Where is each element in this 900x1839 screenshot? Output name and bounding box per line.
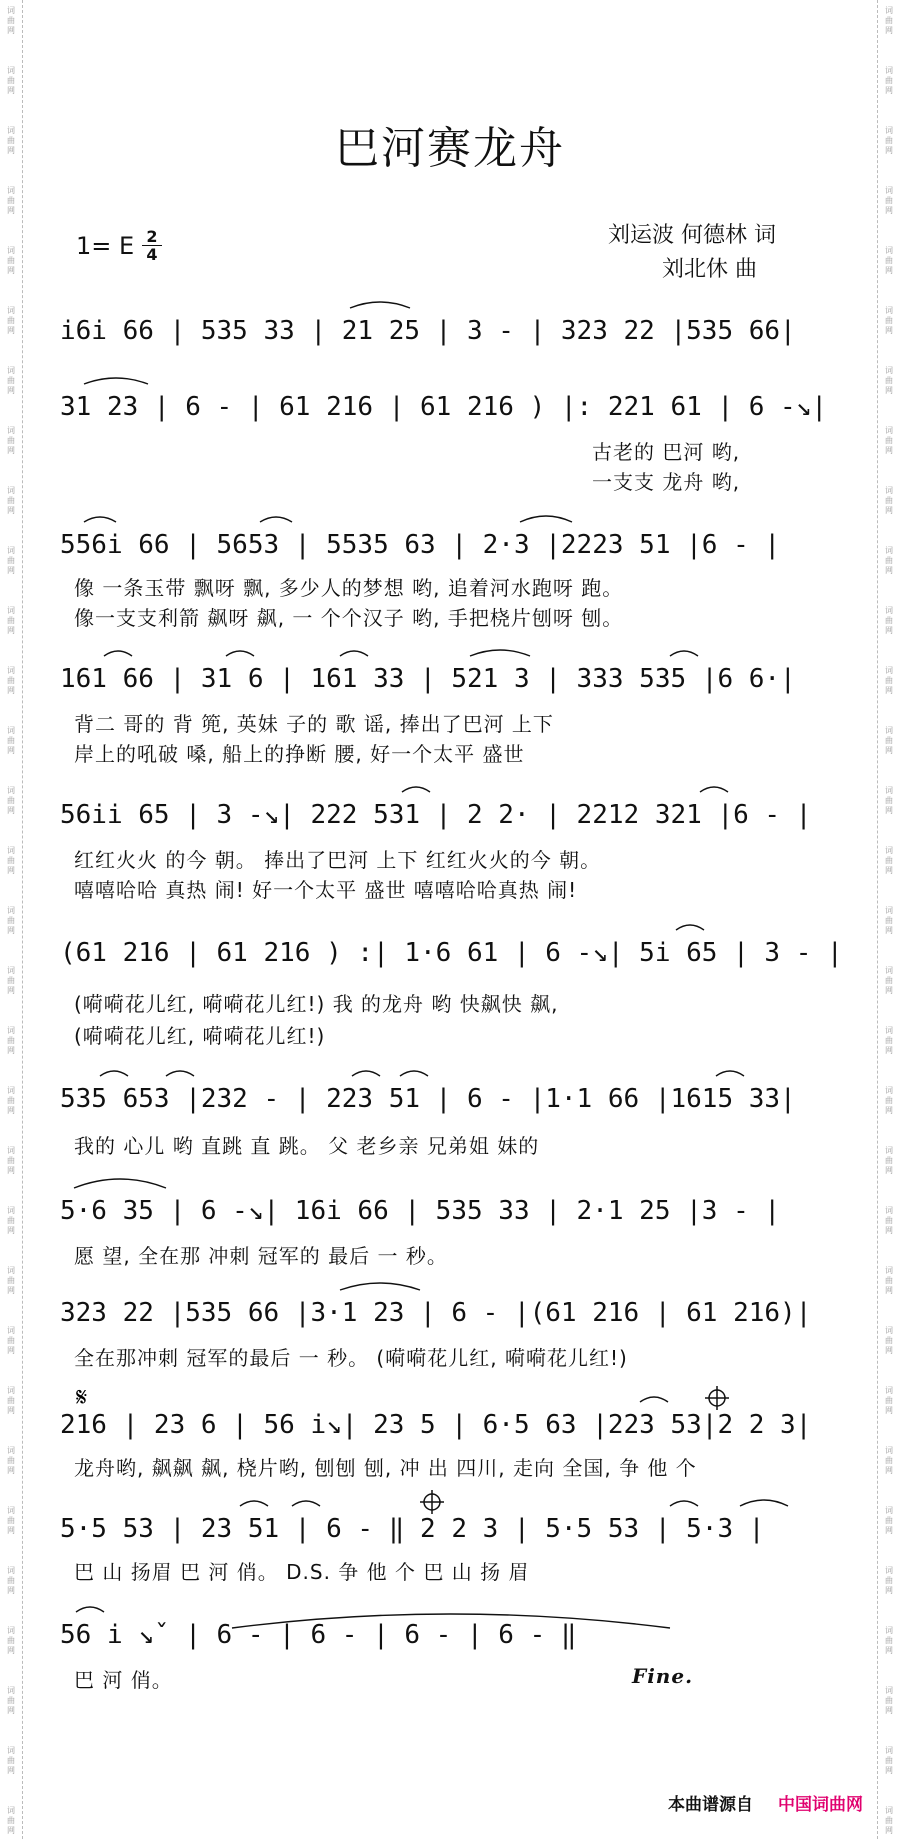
score-row-12: 56 i ↘ˇ | 6 - | 6 - | 6 - | 6 - ‖	[60, 1620, 577, 1650]
watermark-text: 词 曲 网	[885, 66, 893, 95]
watermark-text: 词 曲 网	[7, 1506, 15, 1535]
lyricist-credit: 刘运波 何德林 词	[608, 223, 776, 248]
watermark-text: 词 曲 网	[7, 1626, 15, 1655]
watermark-text: 词 曲 网	[885, 186, 893, 215]
watermark-text: 词 曲 网	[7, 606, 15, 635]
lyric-row-6-verse-2: (嗬嗬花儿红, 嗬嗬花儿红!)	[74, 1024, 326, 1048]
watermark-text: 词 曲 网	[885, 1086, 893, 1115]
watermark-text: 词 曲 网	[885, 1266, 893, 1295]
right-watermark-strip	[877, 0, 900, 1839]
score-row-5: 56ii 65 | 3 -↘| 222 531 | 2 2· | 2212 321 |6 - |	[60, 800, 812, 830]
watermark-text: 词 曲 网	[885, 306, 893, 335]
watermark-text: 词 曲 网	[7, 1446, 15, 1475]
lyric-row-6-verse-1: (嗬嗬花儿红, 嗬嗬花儿红!) 我 的龙舟 哟 快飙快 飙,	[74, 992, 559, 1016]
watermark-text: 词 曲 网	[7, 1146, 15, 1175]
slur	[740, 1500, 788, 1506]
watermark-text: 词 曲 网	[7, 186, 15, 215]
watermark-text: 词 曲 网	[885, 1506, 893, 1535]
watermark-text: 词 曲 网	[885, 1386, 893, 1415]
slur	[400, 1071, 428, 1076]
watermark-text: 词 曲 网	[7, 846, 15, 875]
watermark-text: 词 曲 网	[885, 666, 893, 695]
slur	[350, 302, 410, 308]
score-row-4: 161 66 | 31 6 | 161 33 | 521 3 | 333 535 |6 6·|	[60, 664, 796, 694]
score-row-11: 5·5 53 | 23 51 | 6 - ‖ 2 2 3 | 5·5 53 | 5·3 |	[60, 1514, 765, 1544]
lyric-row-2-verse-2: 一支支 龙舟 哟,	[592, 470, 741, 494]
score-row-7: 535 653 |232 - | 223 51 | 6 - |1·1 66 |1615 33|	[60, 1084, 796, 1114]
watermark-text: 词 曲 网	[885, 1026, 893, 1055]
slur	[520, 516, 572, 522]
composer-credit: 刘北休 曲	[662, 257, 757, 282]
segno-sign: 𝄋	[76, 1383, 88, 1413]
watermark-text: 词 曲 网	[885, 786, 893, 815]
watermark-text: 词 曲 网	[885, 6, 893, 35]
watermark-text: 词 曲 网	[7, 1086, 15, 1115]
lyric-row-11: 巴 山 扬眉 巴 河 俏。 D.S. 争 他 个 巴 山 扬 眉	[74, 1560, 530, 1584]
watermark-text: 词 曲 网	[7, 1686, 15, 1715]
score-row-10: 216 | 23 6 | 56 i↘| 23 5 | 6·5 63 |223 53|2 2 3|	[60, 1410, 812, 1440]
score-row-2: 31 23 | 6 - | 61 216 | 61 216 ) |: 221 61 | 6 -↘|	[60, 392, 828, 422]
watermark-text: 词 曲 网	[7, 246, 15, 275]
slur	[670, 1501, 698, 1506]
watermark-text: 词 曲 网	[7, 426, 15, 455]
lyric-row-5-verse-2: 嘻嘻哈哈 真热 闹! 好一个太平 盛世 嘻嘻哈哈真热 闹!	[74, 878, 578, 902]
watermark-text: 词 曲 网	[7, 1806, 15, 1835]
left-watermark-strip	[0, 0, 23, 1839]
watermark-text: 词 曲 网	[885, 1686, 893, 1715]
watermark-text: 词 曲 网	[885, 1746, 893, 1775]
slur	[76, 1607, 104, 1612]
watermark-text: 词 曲 网	[885, 126, 893, 155]
watermark-text: 词 曲 网	[7, 6, 15, 35]
watermark-text: 词 曲 网	[7, 486, 15, 515]
watermark-text: 词 曲 网	[885, 1146, 893, 1175]
score-row-9: 323 22 |535 66 |3·1 23 | 6 - |(61 216 | 61 216)|	[60, 1298, 812, 1328]
slur	[100, 1071, 128, 1076]
slur	[166, 1071, 194, 1076]
slur	[352, 1071, 380, 1076]
lyric-row-3-verse-1: 像 一条玉带 飘呀 飘, 多少人的梦想 哟, 追着河水跑呀 跑。	[74, 576, 624, 600]
watermark-text: 词 曲 网	[7, 366, 15, 395]
source-label: 本曲谱源自	[668, 1795, 753, 1815]
key-signature: 1= E	[76, 232, 135, 260]
watermark-text: 词 曲 网	[885, 846, 893, 875]
slur	[640, 1397, 668, 1402]
watermark-text: 词 曲 网	[7, 1266, 15, 1295]
watermark-text: 词 曲 网	[885, 606, 893, 635]
slur	[676, 925, 704, 930]
watermark-text: 词 曲 网	[885, 966, 893, 995]
watermark-text: 词 曲 网	[885, 1326, 893, 1355]
slur	[226, 651, 254, 656]
slur	[84, 517, 116, 522]
watermark-text: 词 曲 网	[7, 126, 15, 155]
lyric-row-7: 我的 心儿 哟 直跳 直 跳。 父 老乡亲 兄弟姐 妹的	[74, 1134, 540, 1158]
source-brand-link[interactable]: 中国词曲网	[778, 1795, 863, 1815]
watermark-text: 词 曲 网	[7, 546, 15, 575]
slur	[260, 517, 292, 522]
song-title: 巴河赛龙舟	[335, 123, 565, 174]
watermark-text: 词 曲 网	[885, 906, 893, 935]
slur	[700, 787, 728, 792]
watermark-text: 词 曲 网	[885, 486, 893, 515]
watermark-text: 词 曲 网	[7, 1746, 15, 1775]
slur	[716, 1071, 744, 1076]
slur	[74, 1179, 166, 1188]
watermark-text: 词 曲 网	[885, 426, 893, 455]
watermark-text: 词 曲 网	[885, 1566, 893, 1595]
slur	[240, 1501, 268, 1506]
score-row-1: i6i 66 | 535 33 | 21 25 | 3 - | 323 22 |535 66|	[60, 316, 796, 346]
watermark-text: 词 曲 网	[7, 306, 15, 335]
time-sig-bottom: 4	[142, 245, 162, 263]
slur	[340, 651, 368, 656]
watermark-text: 词 曲 网	[7, 726, 15, 755]
watermark-text: 词 曲 网	[7, 1326, 15, 1355]
watermark-text: 词 曲 网	[7, 786, 15, 815]
lyric-row-10: 龙舟哟, 飙飙 飙, 桡片哟, 刨刨 刨, 冲 出 四川, 走向 全国, 争 他 个	[74, 1456, 697, 1480]
slur	[104, 651, 132, 656]
watermark-text: 词 曲 网	[885, 1446, 893, 1475]
score-row-3: 556i 66 | 5653 | 5535 63 | 2·3 |2223 51 |6 - |	[60, 530, 781, 560]
coda-signs	[420, 1386, 729, 1514]
watermark-text: 词 曲 网	[885, 246, 893, 275]
slur	[670, 651, 698, 656]
watermark-text: 词 曲 网	[885, 546, 893, 575]
lyric-row-4-verse-1: 背二 哥的 背 篼, 英妹 子的 歌 谣, 捧出了巴河 上下	[74, 712, 554, 736]
slur	[402, 787, 430, 792]
slur	[292, 1501, 320, 1506]
score-row-6: (61 216 | 61 216 ) :| 1·6 61 | 6 -↘| 5i 65 | 3 - |	[60, 938, 843, 968]
lyric-row-8: 愿 望, 全在那 冲刺 冠军的 最后 一 秒。	[74, 1244, 448, 1268]
lyric-row-5-verse-1: 红红火火 的今 朝。 捧出了巴河 上下 红红火火的今 朝。	[74, 848, 602, 872]
watermark-text: 词 曲 网	[885, 726, 893, 755]
slur	[470, 650, 530, 656]
lyric-row-3-verse-2: 像一支支利箭 飙呀 飙, 一 个个汉子 哟, 手把桡片刨呀 刨。	[74, 606, 624, 630]
watermark-text: 词 曲 网	[7, 666, 15, 695]
lyric-row-4-verse-2: 岸上的吼破 嗓, 船上的挣断 腰, 好一个太平 盛世	[74, 742, 525, 766]
time-signature	[142, 228, 162, 263]
watermark-text: 词 曲 网	[7, 1026, 15, 1055]
watermark-text: 词 曲 网	[7, 66, 15, 95]
score-row-8: 5·6 35 | 6 -↘| 16i 66 | 535 33 | 2·1 25 |3 - |	[60, 1196, 781, 1226]
fine-marking: Fine.	[632, 1664, 694, 1688]
watermark-text: 词 曲 网	[885, 1626, 893, 1655]
watermark-text: 词 曲 网	[7, 1566, 15, 1595]
watermark-text: 词 曲 网	[7, 1206, 15, 1235]
lyric-row-12: 巴 河 俏。	[74, 1668, 173, 1692]
watermark-text: 词 曲 网	[7, 906, 15, 935]
slur	[340, 1283, 420, 1290]
slur	[84, 378, 148, 384]
watermark-text: 词 曲 网	[885, 1806, 893, 1835]
watermark-text: 词 曲 网	[7, 966, 15, 995]
watermark-text: 词 曲 网	[885, 1206, 893, 1235]
time-sig-top: 2	[146, 227, 158, 246]
watermark-text: 词 曲 网	[885, 366, 893, 395]
watermark-text: 词 曲 网	[7, 1386, 15, 1415]
lyric-row-2-verse-1: 古老的 巴河 哟,	[592, 440, 741, 464]
lyric-row-9: 全在那冲刺 冠军的最后 一 秒。 (嗬嗬花儿红, 嗬嗬花儿红!)	[74, 1346, 628, 1370]
